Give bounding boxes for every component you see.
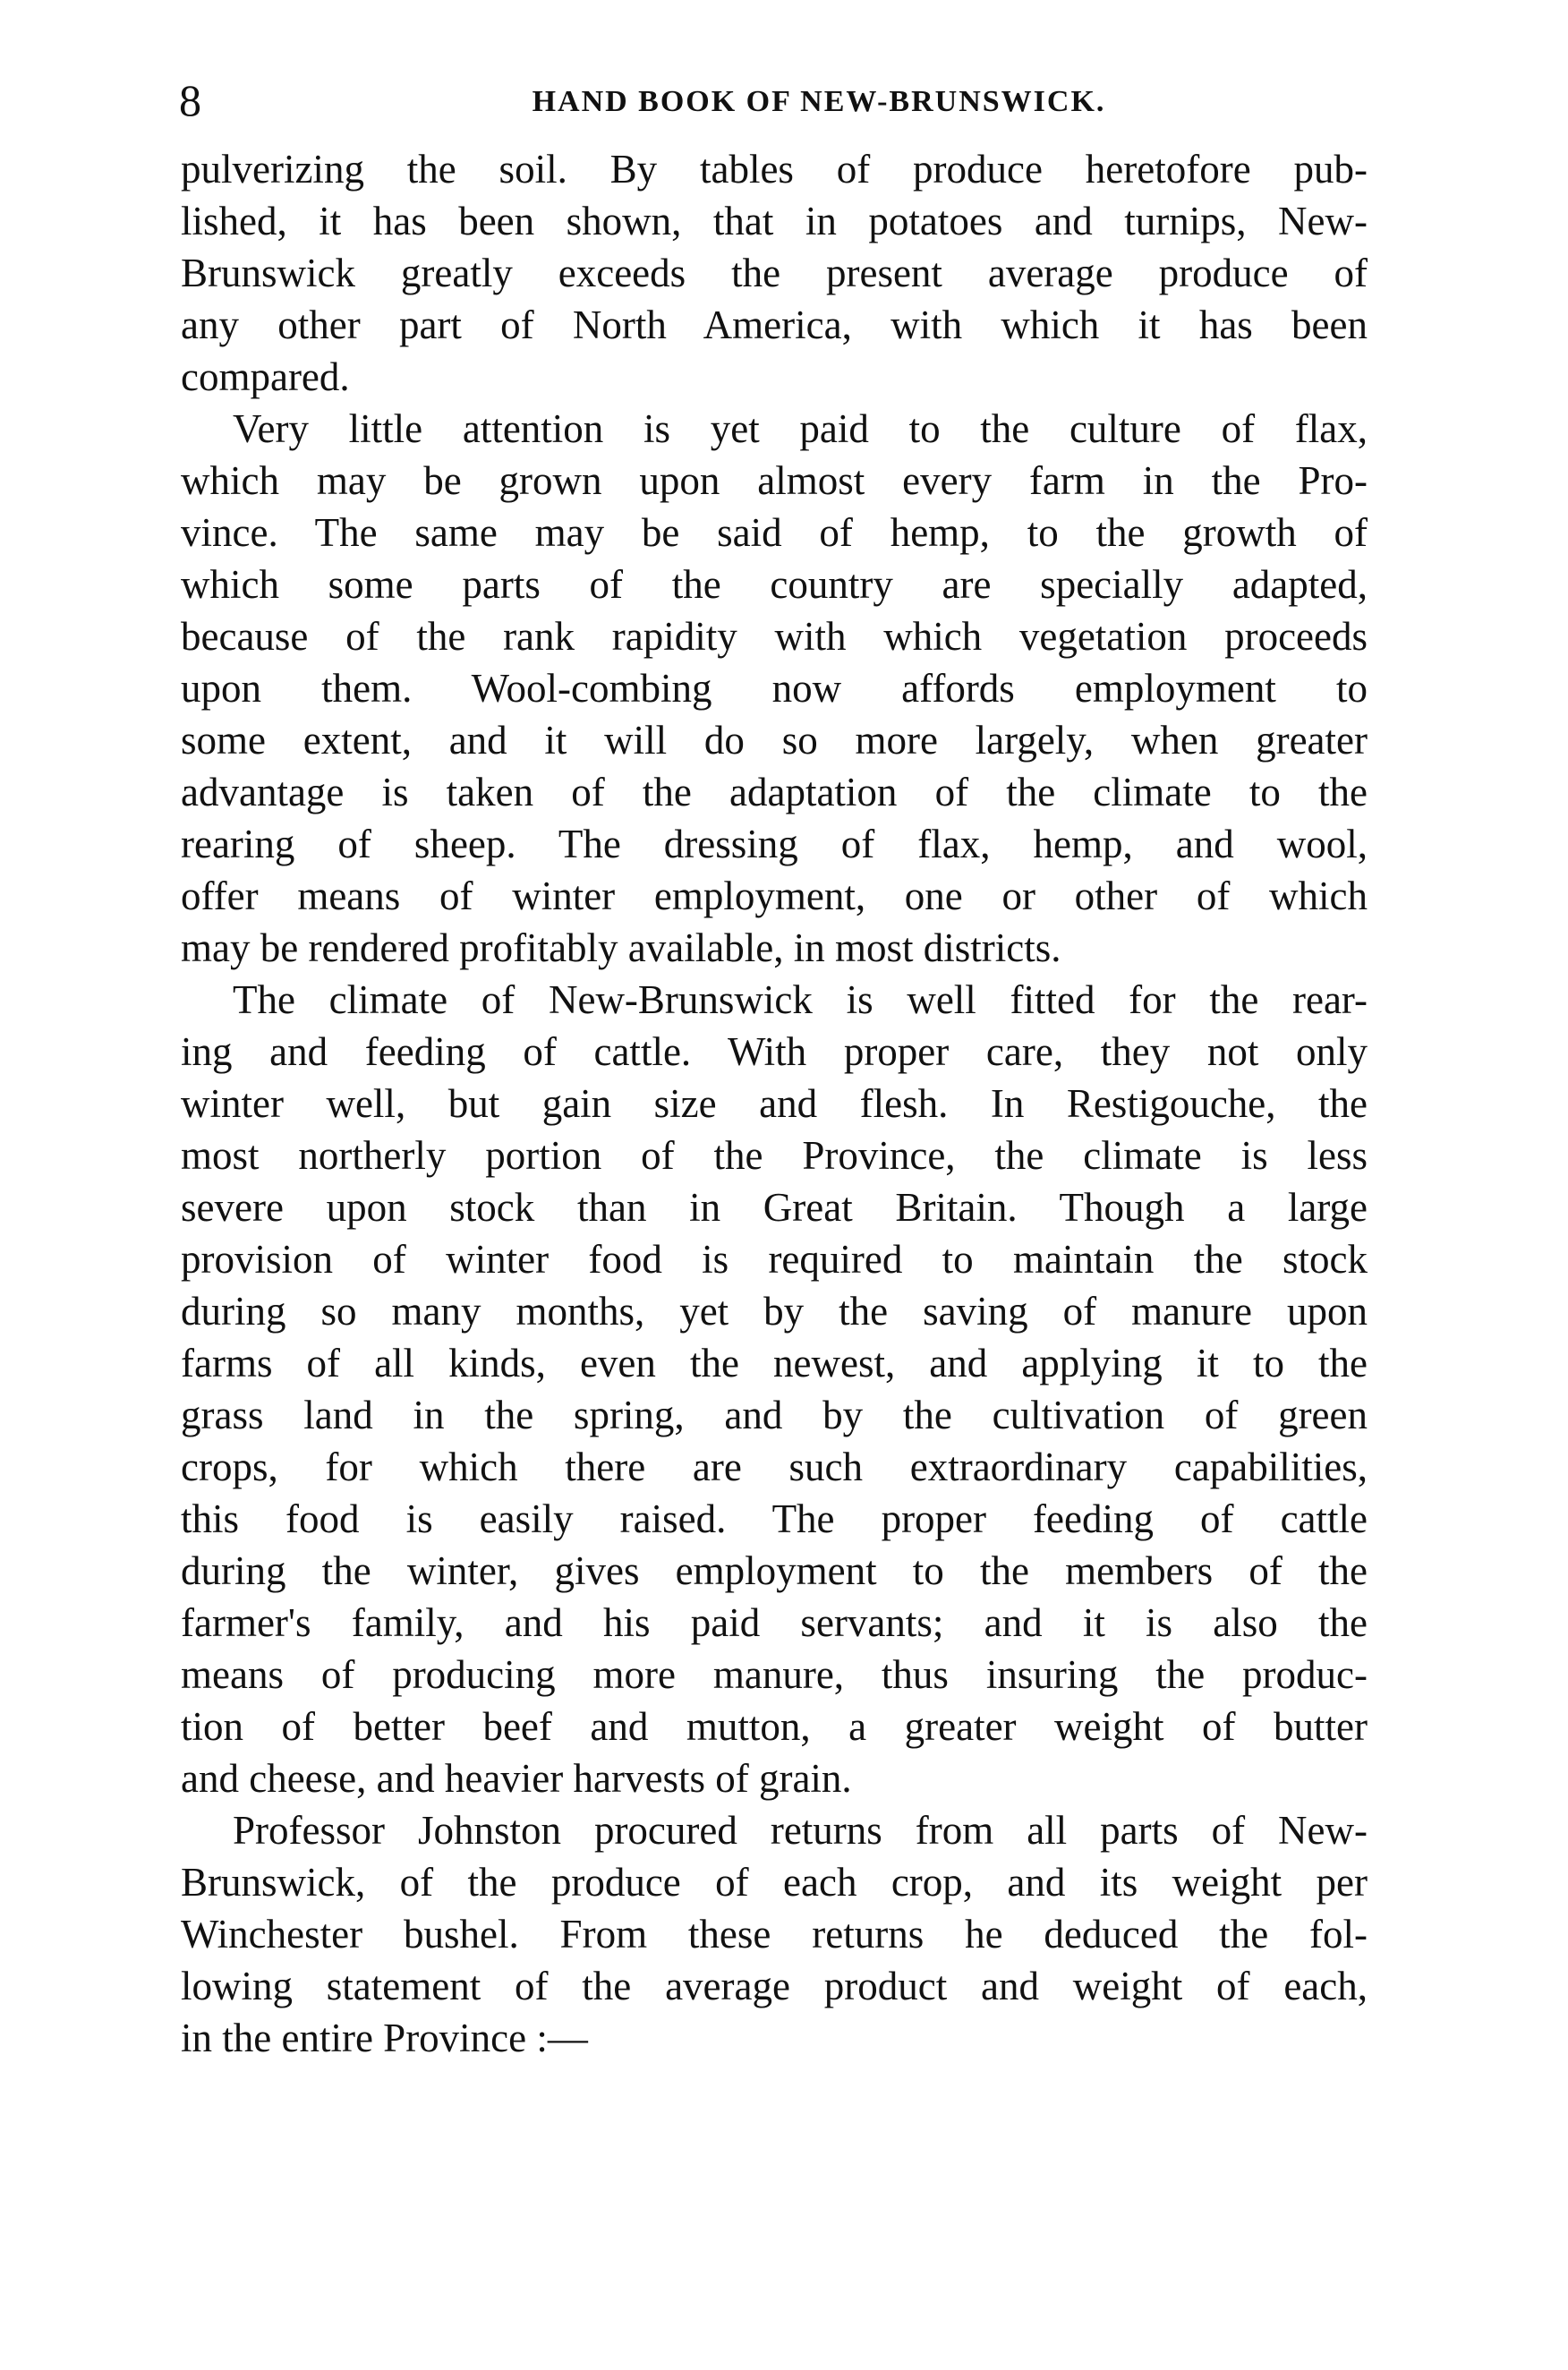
text-line: in the entire Province :— (181, 2016, 588, 2060)
running-head (179, 73, 1378, 127)
text-line: pulverizing the soil. By tables of produce heretofore pub- (181, 147, 1368, 192)
text-line: and cheese, and heavier harvests of grain. (181, 1756, 852, 1801)
text-line: Brunswick, of the produce of each crop, and its weight per (181, 1860, 1368, 1905)
text-line: because of the rank rapidity with which vegetation proceeds (181, 614, 1368, 659)
text-line: may be rendered profitably available, in most districts. (181, 925, 1061, 970)
text-line: grass land in the spring, and by the cultivation of green (181, 1393, 1368, 1437)
paragraph-flax-hemp (181, 403, 1368, 974)
text-line: most northerly portion of the Province, the climate is less (181, 1133, 1368, 1178)
text-line: tion of better beef and mutton, a greater weight of butter (181, 1704, 1368, 1749)
text-line: Professor Johnston procured returns from all parts of New- (233, 1808, 1368, 1853)
text-line: winter well, but gain size and flesh. In Restigouche, the (181, 1081, 1368, 1126)
text-line: provision of winter food is required to maintain the stock (181, 1237, 1368, 1282)
text-line: some extent, and it will do so more largely, when greater (181, 718, 1368, 763)
text-line: Brunswick greatly exceeds the present average produce of (181, 251, 1368, 295)
text-line: offer means of winter employment, one or other of which (181, 874, 1368, 918)
text-line: Very little attention is yet paid to the culture of flax, (233, 406, 1368, 451)
text-line: during the winter, gives employment to the members of the (181, 1548, 1368, 1593)
text-line: The climate of New-Brunswick is well fitted for the rear- (233, 977, 1368, 1022)
text-line: advantage is taken of the adaptation of the climate to the (181, 770, 1368, 814)
paragraph-climate-cattle (181, 974, 1368, 1804)
running-title: HAND BOOK OF NEW-BRUNSWICK. (532, 85, 1106, 118)
text-line: rearing of sheep. The dressing of flax, hemp, and wool, (181, 822, 1368, 866)
text-line: means of producing more manure, thus insuring the produc- (181, 1652, 1368, 1697)
text-line: during so many months, yet by the saving of manure upon (181, 1289, 1368, 1334)
text-line: ing and feeding of cattle. With proper care, they not only (181, 1029, 1368, 1074)
text-line: farms of all kinds, even the newest, and applying it to the (181, 1341, 1368, 1385)
text-line: vince. The same may be said of hemp, to the growth of (181, 510, 1368, 555)
text-line: lowing statement of the average product and weight of each, (181, 1964, 1368, 2008)
paragraph-soil-produce (181, 143, 1368, 403)
text-line: farmer's family, and his paid servants; and it is also the (181, 1600, 1368, 1645)
text-line: any other part of North America, with which it has been (181, 303, 1368, 347)
paragraph-johnston-returns (181, 1804, 1368, 2064)
page-number: 8 (179, 75, 201, 125)
text-line: severe upon stock than in Great Britain. Though a large (181, 1185, 1368, 1230)
text-line: lished, it has been shown, that in potatoes and turnips, New- (181, 199, 1368, 243)
text-line: Winchester bushel. From these returns he deduced the fol- (181, 1912, 1368, 1957)
text-line: crops, for which there are such extraordinary capabilities, (181, 1445, 1368, 1489)
text-line: this food is easily raised. The proper feeding of cattle (181, 1496, 1368, 1541)
text-line: compared. (181, 354, 350, 399)
text-line: which may be grown upon almost every farm in the Pro- (181, 458, 1368, 503)
text-line: upon them. Wool-combing now affords employment to (181, 666, 1368, 711)
body-text (181, 143, 1368, 2064)
text-line: which some parts of the country are specially adapted, (181, 562, 1368, 607)
